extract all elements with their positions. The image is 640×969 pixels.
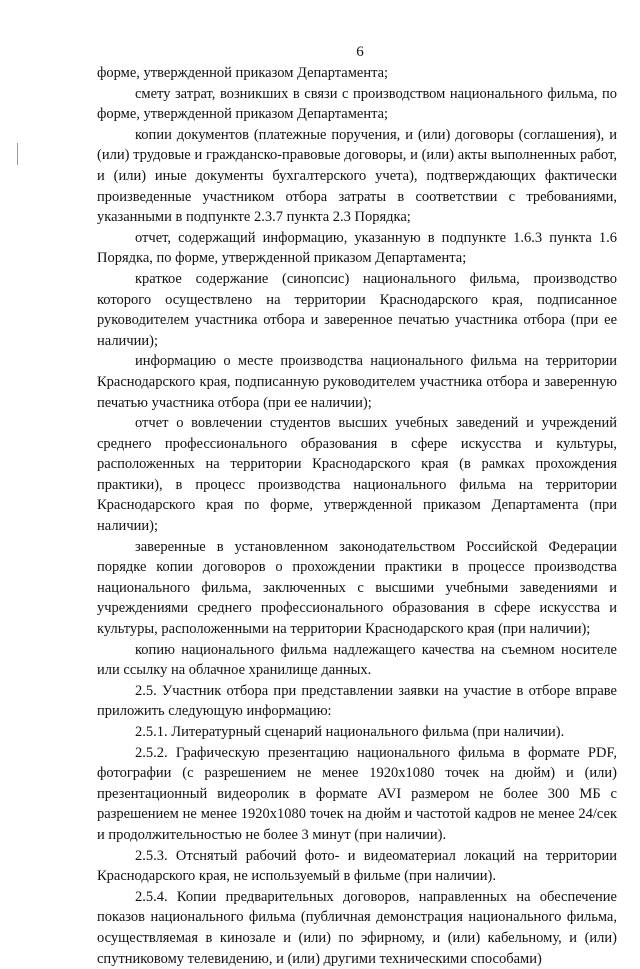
paragraph: отчет, содержащий информацию, указанную в подпункте 1.6.3 пункта 1.6 Порядка, по форме, утвержденной приказом Департамента;	[97, 229, 617, 267]
paragraph: краткое содержание (синопсис) национального фильма, производство которого осуществлено на территории Краснодарского края, подписанное руководителем участника отбора и заверенное печатью участника отбора (при ее наличии);	[97, 270, 617, 349]
document-body	[97, 63, 617, 969]
paragraph: 2.5.2. Графическую презентацию национального фильма в формате PDF, фотографии (с разрешением не менее 1920х1080 точек на дюйм) и (или) презентационный видеоролик в формате AVI размером не более 300 МБ с разрешением не менее 1920х1080 точек на дюйм и частотой кадров не менее 24/сек и продолжительностью не более 3 минут (при наличии).	[97, 744, 617, 843]
paragraph: копии документов (платежные поручения, и (или) договоры (соглашения), и (или) трудовые и гражданско-правовые договоры, и (или) акты выполненных работ, и (или) иные документы бухгалтерского учета), подтверждающих фактически произведенные участником отбора затраты в соответствии с требованиями, указанными в подпункте 2.3.7 пункта 2.3 Порядка;	[97, 126, 617, 226]
paragraph: 2.5. Участник отбора при представлении заявки на участие в отборе вправе приложить следующую информацию:	[97, 682, 617, 720]
paragraph: форме, утвержденной приказом Департамента;	[97, 65, 389, 81]
paragraph: информацию о месте производства национального фильма на территории Краснодарского края, подписанную руководителем участника отбора и заверенную печатью участника отбора (при ее наличии);	[97, 353, 617, 411]
paragraph: копию национального фильма надлежащего качества на съемном носителе или ссылку на облачное хранилище данных.	[97, 641, 617, 679]
paragraph: отчет о вовлечении студентов высших учебных заведений и учреждений среднего профессионального образования в сфере искусства и культуры, расположенных на территории Краснодарского края (в рамках прохождения практики), в процесс производства национального фильма на территории Краснодарского края по форме, утвержденной приказом Департамента (при наличии);	[97, 415, 617, 535]
margin-mark	[17, 143, 18, 165]
paragraph: смету затрат, возникших в связи с производством национального фильма, по форме, утвержденной приказом Департамента;	[97, 85, 617, 123]
page-number: 6	[356, 44, 364, 60]
paragraph: 2.5.4. Копии предварительных договоров, направленных на обеспечение показов национального фильма (публичная демонстрация национального фильма, осуществляемая в кинозале и (или) по эфирному, и (или) кабельному, и (или) спутниковому телевидению, и (или) другими техническими способами)	[97, 888, 617, 967]
paragraph: заверенные в установленном законодательством Российской Федерации порядке копии договоров о прохождении практики в процессе производства национального фильма, заключенных с высшими учебными заведениями и учреждениями среднего профессионального образования в сфере искусства и культуры, расположенными на территории Краснодарского края (при наличии);	[97, 538, 617, 638]
paragraph: 2.5.1. Литературный сценарий национального фильма (при наличии).	[135, 724, 565, 740]
paragraph: 2.5.3. Отснятый рабочий фото- и видеоматериал локаций на территории Краснодарского края, не используемый в фильме (при наличии).	[97, 847, 617, 885]
